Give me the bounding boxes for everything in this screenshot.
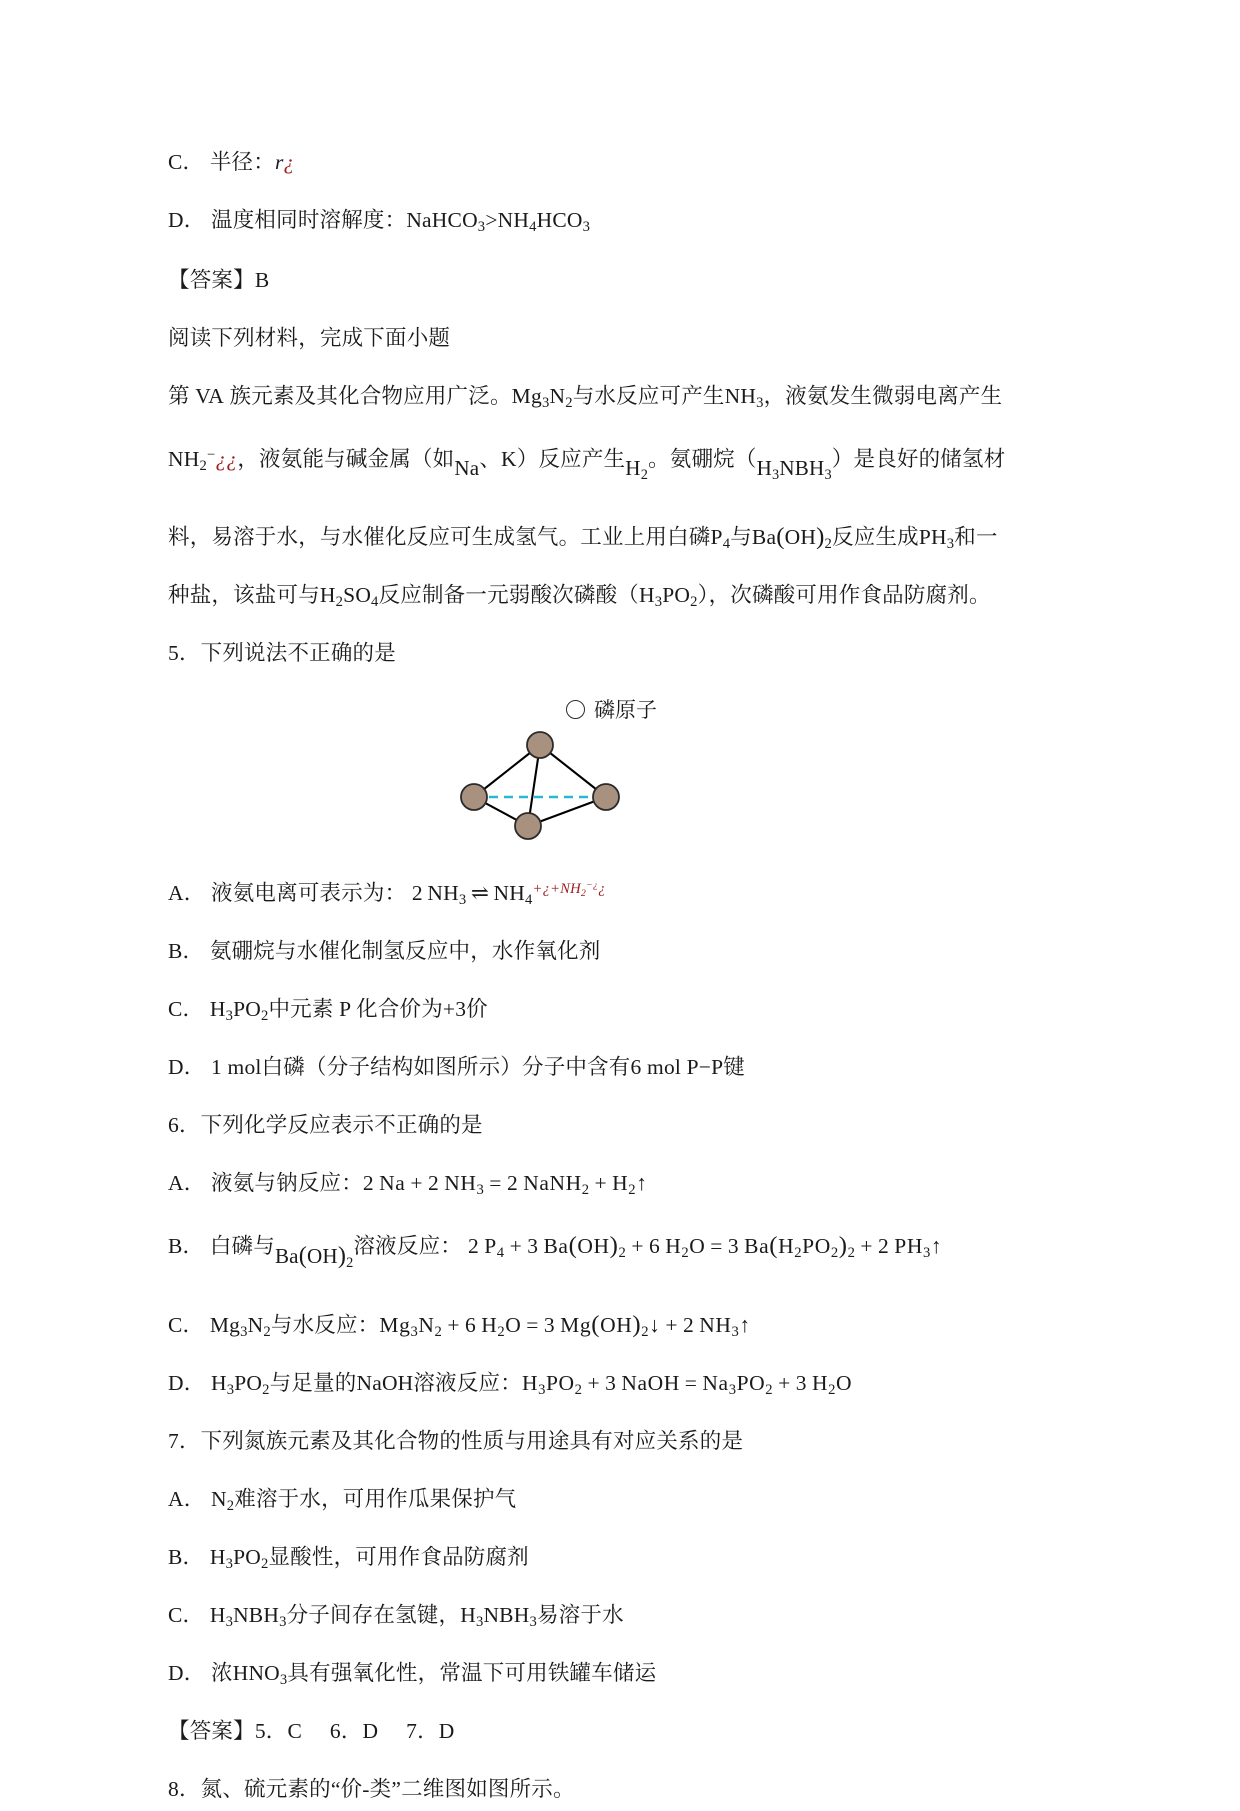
q7-option-d-formula: $HNO_3$ (232, 1660, 288, 1689)
q6-option-a-equation: 2 Na + 2 $NH_3 = 2$ NaNH$_2$ + $H_2↑$ (362, 1171, 648, 1199)
q7-option-c-formula: $H_3NBH_3$ (209, 1602, 287, 1631)
error-glyph-icon-2: ¿¿ (215, 447, 238, 471)
q7-option-b-text: 显酸性，可用作食品防腐剂 (268, 1544, 529, 1569)
q7-option-a-marker: A． (168, 1486, 206, 1511)
answer-item-6: 6．D (329, 1718, 379, 1743)
question-8-stem (168, 1767, 1078, 1811)
passage-l3-b: 与 (730, 525, 752, 550)
diagram-legend-label: 磷原子 (594, 698, 657, 723)
phosphorus-atom-left (461, 784, 487, 810)
q5-option-d (168, 1045, 1078, 1089)
passage-l1-a: 第 (168, 384, 190, 408)
q6-option-c-text: 与水反应： (270, 1312, 380, 1337)
q7-option-a-text: 难溶于水，可用作瓜果保护气 (234, 1486, 517, 1511)
q5-option-d-text-d: 键 (723, 1055, 745, 1080)
q5-option-b-text: 氨硼烷与水催化制氢反应中，水作氧化剂 (209, 939, 601, 964)
q5-option-a-marker: A． (168, 881, 206, 906)
passage-formula-h3po2: $H_3PO_2$ (638, 583, 698, 611)
passage-formula-mg3n2: $Mg_3N_2$ (511, 384, 573, 412)
q7-option-c-marker: C． (168, 1602, 205, 1627)
answer-block-label: 【答案】 (168, 1718, 255, 1743)
passage-formula-nh2-anion: $NH_2^-$ (168, 446, 216, 475)
question-5-text: 下列说法不正确的是 (200, 641, 396, 666)
reading-prompt: 阅读下列材料，完成下面小题 (168, 326, 451, 350)
q6-option-b-text-a: 白磷与 (209, 1234, 275, 1259)
q6-option-a (168, 1161, 1078, 1205)
q5-option-c (168, 987, 1078, 1031)
passage-line-3 (168, 515, 1078, 559)
passage-l1-group: VA (195, 384, 224, 408)
passage-l2-a: ，液氨能与碱金属（如 (237, 447, 455, 471)
passage-formula-h3nbh3: $H_3NBH_3$ (756, 456, 832, 484)
q6-option-b (168, 1213, 1078, 1288)
option-d-top-marker: D． (168, 208, 206, 232)
passage-l1-c: 族元素及其化合物应用广泛。 (229, 384, 512, 408)
passage-formula-nh3: $NH_3$ (724, 384, 764, 412)
q5-option-b-marker: B． (168, 939, 205, 964)
answer-top-label: 【答案】 (168, 268, 255, 292)
q5-option-d-text-a: 1 mol (211, 1055, 262, 1080)
passage-l3-d: 和一 (954, 525, 998, 550)
q5-option-c-marker: C． (168, 997, 205, 1022)
q5-option-a-equation: 2 $NH_3$ ⇌ $NH_4^{+¿+NH_2^{-¿}¿}$ (406, 880, 606, 909)
q6-option-b-equation: 2 $P_4 + 3$ $Ba(OH)_2 + 6$ $H_2O = 3$ $Ba(H_2PO_2)_2 + 2$ $PH_3↑$ (461, 1232, 943, 1262)
passage-line-1 (168, 374, 1078, 418)
error-glyph-icon: ¿ (283, 150, 295, 174)
q7-option-c-text-b: 易溶于水 (536, 1602, 624, 1627)
page-content (168, 126, 1078, 1811)
q7-option-d-text-b: 具有强氧化性，常温下可用铁罐车储运 (287, 1660, 657, 1685)
q6-option-d-text-b: 溶液反应： (413, 1370, 522, 1395)
passage-formula-h2so4: $H_2SO_4$ (319, 583, 379, 611)
passage-element-na: Na (454, 456, 480, 481)
phosphorus-atom-icon (566, 700, 585, 719)
q5-option-d-text-b: 白磷（分子结构如图所示）分子中含有 (261, 1055, 631, 1080)
answer-top-line (168, 258, 1078, 302)
option-c-top-marker: C． (168, 150, 205, 174)
question-6-number: 6． (168, 1113, 201, 1138)
question-7-number: 7． (168, 1428, 201, 1453)
passage-formula-ph3: $PH_3$ (918, 525, 955, 553)
passage-l3-a: 料，易溶于水，与水催化反应可生成氢气。工业上用白磷 (168, 525, 711, 550)
passage-line-2 (168, 426, 1078, 501)
passage-formula-baoh2: $Ba(OH)_2$ (751, 523, 833, 553)
passage-l1-d: 与水反应可产生 (572, 384, 725, 408)
passage-l2-e: ）是良好的储氢材 (831, 447, 1006, 471)
q5-option-d-marker: D． (168, 1055, 206, 1080)
passage-line-4 (168, 573, 1078, 617)
question-6-stem (168, 1103, 1078, 1147)
q7-option-d-marker: D． (168, 1660, 206, 1685)
q6-option-d (168, 1361, 1078, 1405)
q7-option-d (168, 1651, 1078, 1695)
option-d-top-line (168, 198, 1078, 242)
question-5-number: 5． (168, 641, 201, 666)
option-d-top-formula: $NaHCO_3>NH_4HCO_3$ (406, 208, 591, 236)
q7-option-d-text-a: 浓 (211, 1660, 233, 1685)
q6-option-d-marker: D． (168, 1370, 206, 1395)
q6-option-d-text-a: 与足量的 (269, 1370, 357, 1395)
q5-option-c-text: 中元素 P 化合价为+3价 (268, 997, 488, 1022)
answer-item-5: 5．C (254, 1718, 303, 1743)
q6-option-a-marker: A． (168, 1171, 206, 1196)
q7-option-c-text-a: 分子间存在氢键， (286, 1602, 461, 1627)
phosphorus-atom-front (515, 813, 541, 839)
option-c-top-line (168, 140, 1078, 184)
passage-formula-p4: $P_4$ (710, 525, 731, 553)
q6-option-d-reagent: $H_3PO_2$ (211, 1370, 270, 1399)
q5-option-a (168, 871, 1078, 915)
answer-item-7: 7．D (406, 1718, 455, 1743)
q7-option-c-formula-2: $H_3NBH_3$ (460, 1602, 537, 1631)
question-8-text: 氮、硫元素的“价-类”二维图如图所示。 (200, 1776, 575, 1801)
q7-option-b-marker: B． (168, 1544, 205, 1569)
q6-option-b-text-b: 溶液反应： (353, 1234, 462, 1259)
question-7-text: 下列氮族元素及其化合物的性质与用途具有对应关系的是 (200, 1428, 744, 1453)
tetrahedron-svg (450, 719, 630, 849)
q7-option-b (168, 1535, 1078, 1579)
q6-option-d-equation: $H_3PO_2 + 3$ NaOH = $Na_3PO_2 + 3$ $H_2O$ (521, 1370, 853, 1399)
option-d-top-text: 温度相同时溶解度： (211, 208, 407, 232)
passage-l3-c: 反应生成 (832, 525, 919, 550)
q5-option-d-text-c: 6 mol P−P (630, 1055, 724, 1080)
q6-option-b-marker: B． (168, 1234, 205, 1259)
q5-option-b (168, 929, 1078, 973)
q5-option-a-text: 液氨电离可表示为： (211, 881, 407, 906)
q6-option-c (168, 1303, 1078, 1347)
question-8-number: 8． (168, 1776, 201, 1801)
question-7-stem (168, 1419, 1078, 1463)
q7-option-c (168, 1593, 1078, 1637)
option-c-top-text: 半径： (209, 150, 275, 174)
q6-option-a-text: 液氨与钠反应： (211, 1171, 363, 1196)
q7-option-b-formula: $H_3PO_2$ (209, 1544, 269, 1573)
option-c-top-variable: r (274, 150, 284, 174)
passage-l1-e: ，液氨发生微弱电离产生 (763, 384, 1003, 408)
passage-l4-b: 反应制备一元弱酸次磷酸（ (378, 583, 639, 608)
question-5-stem (168, 631, 1078, 675)
p4-structure-diagram (168, 697, 1078, 857)
passage-l2-d: 。氨硼烷（ (648, 447, 757, 471)
q6-option-b-reagent: $Ba(OH)_2$ (274, 1241, 354, 1271)
passage-l4-c: ），次磷酸可用作食品防腐剂。 (697, 583, 991, 608)
answer-block-5-7 (168, 1709, 1078, 1753)
q6-option-d-reagent-2: NaOH (356, 1370, 414, 1395)
passage-formula-h2: $H_2$ (625, 456, 649, 484)
phosphorus-atom-right (593, 784, 619, 810)
passage-element-k: K (501, 447, 517, 471)
answer-top-value: B (254, 268, 270, 292)
passage-l2-b: 、 (479, 447, 502, 471)
phosphorus-atom-apex (527, 732, 553, 758)
q5-option-c-formula: $H_3PO_2$ (209, 997, 269, 1025)
q7-option-a-formula: $N_2$ (211, 1486, 235, 1515)
passage-l2-c: ）反应产生 (516, 447, 626, 471)
passage-l4-a: 种盐，该盐可与 (168, 583, 320, 608)
q7-option-a (168, 1477, 1078, 1521)
q6-option-c-marker: C． (168, 1312, 205, 1337)
question-6-text: 下列化学反应表示不正确的是 (200, 1113, 483, 1138)
q6-option-c-equation: $Mg_3N_2 + 6$ $H_2O = 3$ $Mg(OH)_2↓ + 2$ $NH_3↑$ (379, 1310, 751, 1341)
q6-option-c-reagent: $Mg_3N_2$ (209, 1312, 271, 1341)
